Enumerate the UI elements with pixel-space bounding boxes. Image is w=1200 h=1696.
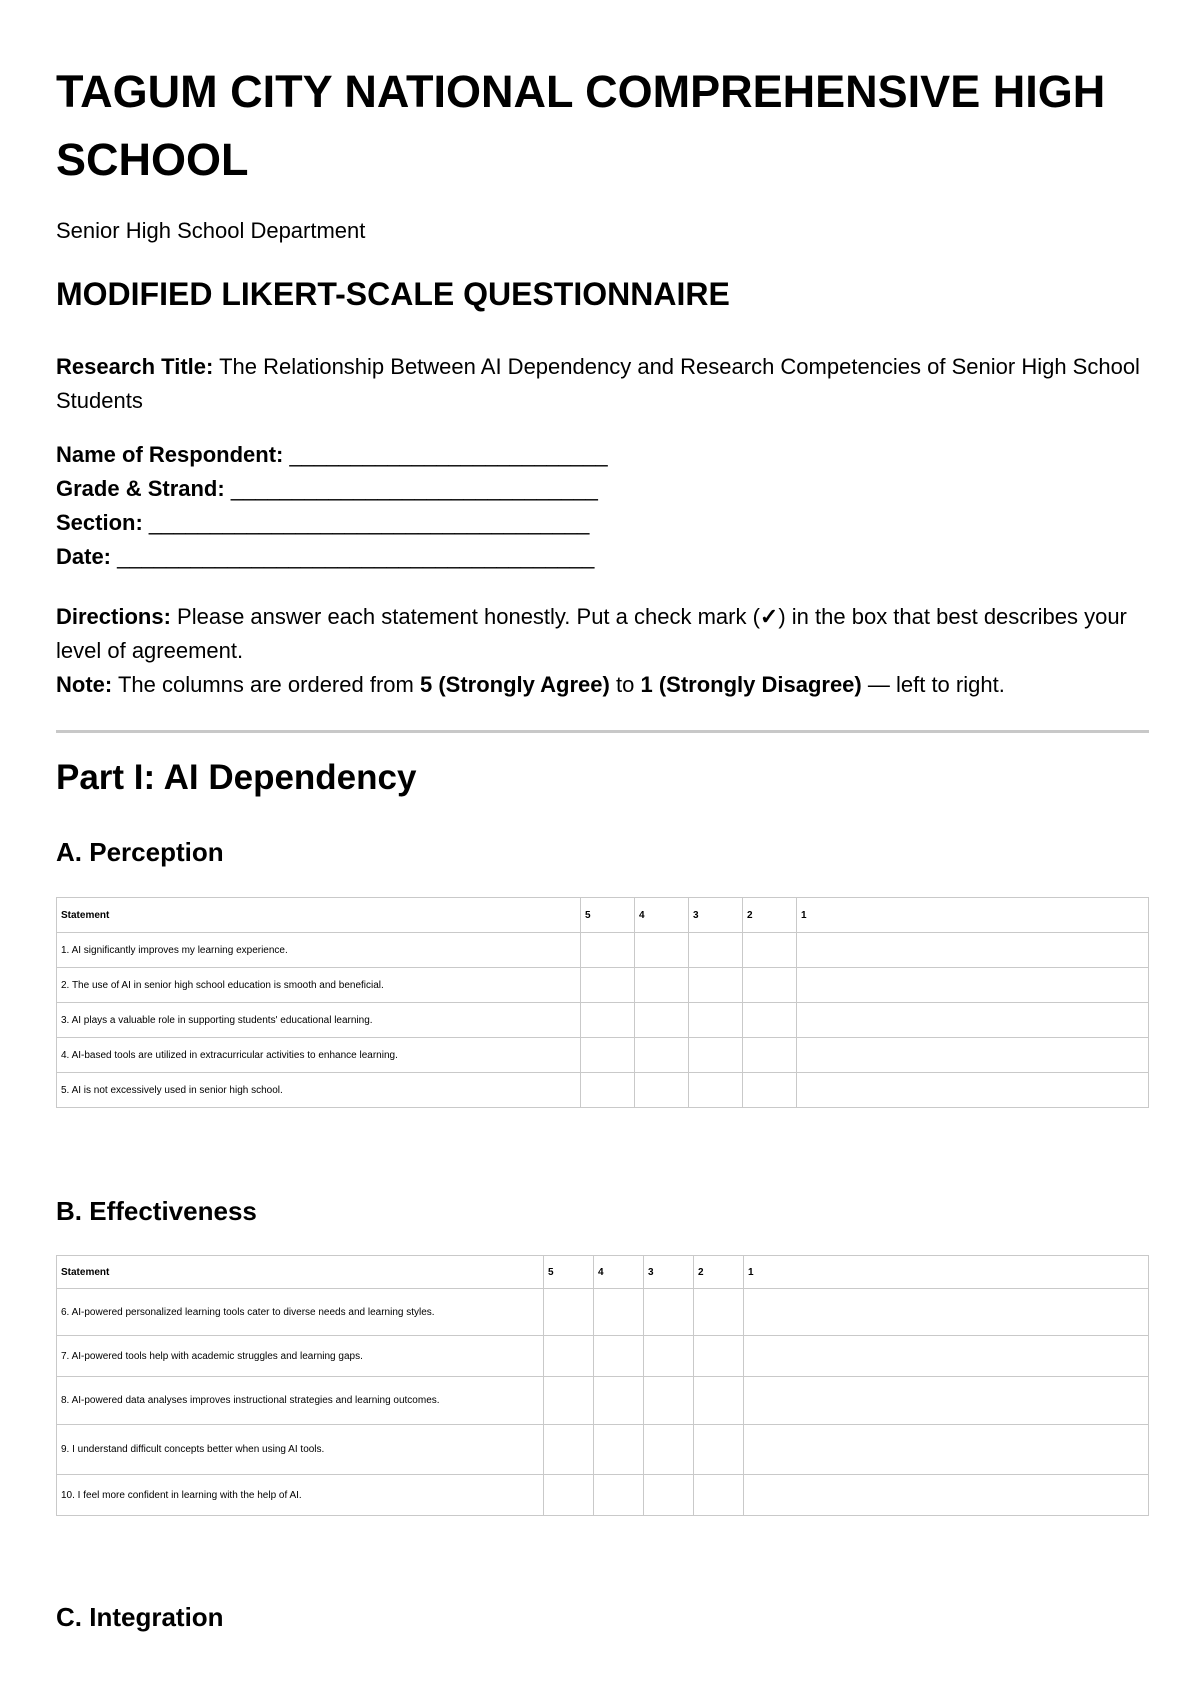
note-label: Note: — [56, 672, 113, 697]
directions-text-b: ) in the box that best describes your level of agreement. — [56, 604, 1127, 663]
table-row — [57, 1003, 1149, 1038]
date-label: Date: — [56, 544, 112, 569]
rating-cell-2[interactable] — [694, 1289, 744, 1336]
rating-cell-2[interactable] — [694, 1377, 744, 1425]
section-blank[interactable]: ____________________________________ — [148, 510, 590, 535]
rating-cell-3[interactable] — [644, 1336, 694, 1377]
scale-2-header: 2 — [694, 1256, 744, 1289]
rating-cell-3[interactable] — [689, 1073, 743, 1108]
rating-cell-3[interactable] — [689, 933, 743, 968]
rating-cell-4[interactable] — [635, 1073, 689, 1108]
school-name: TAGUM CITY NATIONAL COMPREHENSIVE HIGH SCHOOL — [56, 66, 1106, 185]
divider — [56, 730, 1149, 733]
grade-label: Grade & Strand: — [56, 476, 225, 501]
rating-cell-5[interactable] — [544, 1425, 594, 1475]
table-row — [57, 933, 1149, 968]
grade-field[interactable] — [56, 472, 608, 506]
scale-1-header: 1 — [797, 898, 1149, 933]
rating-cell-3[interactable] — [644, 1475, 694, 1516]
section-b-title: B. Effectiveness — [56, 1196, 257, 1226]
note-text-a: The columns are ordered from — [117, 672, 414, 697]
table-header-row — [57, 1256, 1149, 1289]
grade-blank[interactable]: ______________________________ — [230, 476, 598, 501]
rating-cell-3[interactable] — [689, 1003, 743, 1038]
rating-cell-3[interactable] — [689, 1038, 743, 1073]
rating-cell-2[interactable] — [743, 1038, 797, 1073]
rating-cell-1[interactable] — [744, 1336, 1149, 1377]
rating-cell-5[interactable] — [581, 933, 635, 968]
note-to: to — [615, 672, 635, 697]
statement-cell: 2. The use of AI in senior high school education is smooth and beneficial. — [57, 968, 581, 1003]
rating-cell-3[interactable] — [644, 1425, 694, 1475]
rating-cell-1[interactable] — [797, 968, 1149, 1003]
table-row — [57, 1038, 1149, 1073]
statement-cell: 1. AI significantly improves my learning experience. — [57, 933, 581, 968]
rating-cell-3[interactable] — [644, 1377, 694, 1425]
rating-cell-5[interactable] — [544, 1377, 594, 1425]
rating-cell-5[interactable] — [544, 1336, 594, 1377]
research-title-label: Research Title: — [56, 354, 214, 379]
table-row — [57, 1336, 1149, 1377]
rating-cell-3[interactable] — [644, 1289, 694, 1336]
scale-5-header: 5 — [581, 898, 635, 933]
statement-cell: 6. AI-powered personalized learning tools cater to diverse needs and learning styles. — [57, 1289, 544, 1336]
note-strongly-agree: 5 (Strongly Agree) — [419, 672, 610, 697]
statement-cell: 4. AI-based tools are utilized in extracurricular activities to enhance learning. — [57, 1038, 581, 1073]
rating-cell-1[interactable] — [797, 1073, 1149, 1108]
table-row — [57, 1425, 1149, 1475]
scale-3-header: 3 — [689, 898, 743, 933]
rating-cell-2[interactable] — [694, 1336, 744, 1377]
questionnaire-title: MODIFIED LIKERT-SCALE QUESTIONNAIRE — [56, 276, 730, 312]
statement-cell: 10. I feel more confident in learning with the help of AI. — [57, 1475, 544, 1516]
effectiveness-table — [56, 1255, 1149, 1516]
research-title-value: The Relationship Between AI Dependency and Research Competencies of Senior High School Students — [56, 354, 1140, 413]
rating-cell-4[interactable] — [635, 968, 689, 1003]
rating-cell-2[interactable] — [743, 933, 797, 968]
name-field[interactable] — [56, 438, 608, 472]
statement-header: Statement — [57, 1256, 544, 1289]
rating-cell-5[interactable] — [581, 1073, 635, 1108]
scale-4-header: 4 — [635, 898, 689, 933]
section-a-title: A. Perception — [56, 837, 224, 867]
directions-block — [56, 600, 1156, 702]
rating-cell-5[interactable] — [544, 1289, 594, 1336]
rating-cell-1[interactable] — [744, 1475, 1149, 1516]
statement-header: Statement — [57, 898, 581, 933]
rating-cell-4[interactable] — [594, 1377, 644, 1425]
research-title — [56, 350, 1146, 418]
directions-label: Directions: — [56, 604, 171, 629]
rating-cell-5[interactable] — [581, 968, 635, 1003]
rating-cell-2[interactable] — [694, 1475, 744, 1516]
table-row — [57, 1377, 1149, 1425]
rating-cell-4[interactable] — [635, 1038, 689, 1073]
rating-cell-3[interactable] — [689, 968, 743, 1003]
rating-cell-1[interactable] — [744, 1289, 1149, 1336]
scale-3-header: 3 — [644, 1256, 694, 1289]
scale-1-header: 1 — [744, 1256, 1149, 1289]
check-mark-icon: ✓ — [759, 604, 779, 629]
statement-cell: 9. I understand difficult concepts better when using AI tools. — [57, 1425, 544, 1475]
rating-cell-4[interactable] — [594, 1475, 644, 1516]
table-row — [57, 968, 1149, 1003]
rating-cell-2[interactable] — [743, 1003, 797, 1038]
note-strongly-disagree: 1 (Strongly Disagree) — [640, 672, 862, 697]
rating-cell-1[interactable] — [797, 933, 1149, 968]
table-row — [57, 1475, 1149, 1516]
note-end: — left to right. — [867, 672, 1005, 697]
rating-cell-5[interactable] — [581, 1003, 635, 1038]
perception-table — [56, 897, 1149, 1108]
note-text — [56, 668, 1156, 702]
date-field[interactable] — [56, 540, 608, 574]
scale-4-header: 4 — [594, 1256, 644, 1289]
rating-cell-4[interactable] — [594, 1336, 644, 1377]
rating-cell-4[interactable] — [635, 933, 689, 968]
date-blank[interactable]: _______________________________________ — [117, 544, 595, 569]
rating-cell-2[interactable] — [694, 1425, 744, 1475]
rating-cell-2[interactable] — [743, 1073, 797, 1108]
rating-cell-1[interactable] — [797, 1038, 1149, 1073]
rating-cell-5[interactable] — [544, 1475, 594, 1516]
statement-cell: 5. AI is not excessively used in senior high school. — [57, 1073, 581, 1108]
rating-cell-4[interactable] — [594, 1425, 644, 1475]
department-label: Senior High School Department — [56, 218, 366, 243]
statement-cell: 8. AI-powered data analyses improves instructional strategies and learning outcomes. — [57, 1377, 544, 1425]
statement-cell: 3. AI plays a valuable role in supporting students' educational learning. — [57, 1003, 581, 1038]
directions-text-a: Please answer each statement honestly. Put a check mark ( — [177, 604, 760, 629]
scale-2-header: 2 — [743, 898, 797, 933]
directions-text — [56, 600, 1156, 668]
rating-cell-4[interactable] — [635, 1003, 689, 1038]
section-label: Section: — [56, 510, 143, 535]
section-field[interactable] — [56, 506, 608, 540]
part-title: Part I: AI Dependency — [56, 758, 417, 797]
table-row — [57, 1073, 1149, 1108]
table-header-row — [57, 898, 1149, 933]
section-c-title: C. Integration — [56, 1602, 224, 1632]
rating-cell-5[interactable] — [581, 1038, 635, 1073]
name-label: Name of Respondent: — [56, 442, 284, 467]
name-blank[interactable]: __________________________ — [289, 442, 608, 467]
rating-cell-1[interactable] — [744, 1425, 1149, 1475]
rating-cell-2[interactable] — [743, 968, 797, 1003]
respondent-fields — [56, 438, 608, 574]
scale-5-header: 5 — [544, 1256, 594, 1289]
rating-cell-1[interactable] — [797, 1003, 1149, 1038]
rating-cell-1[interactable] — [744, 1377, 1149, 1425]
table-row — [57, 1289, 1149, 1336]
statement-cell: 7. AI-powered tools help with academic struggles and learning gaps. — [57, 1336, 544, 1377]
rating-cell-4[interactable] — [594, 1289, 644, 1336]
